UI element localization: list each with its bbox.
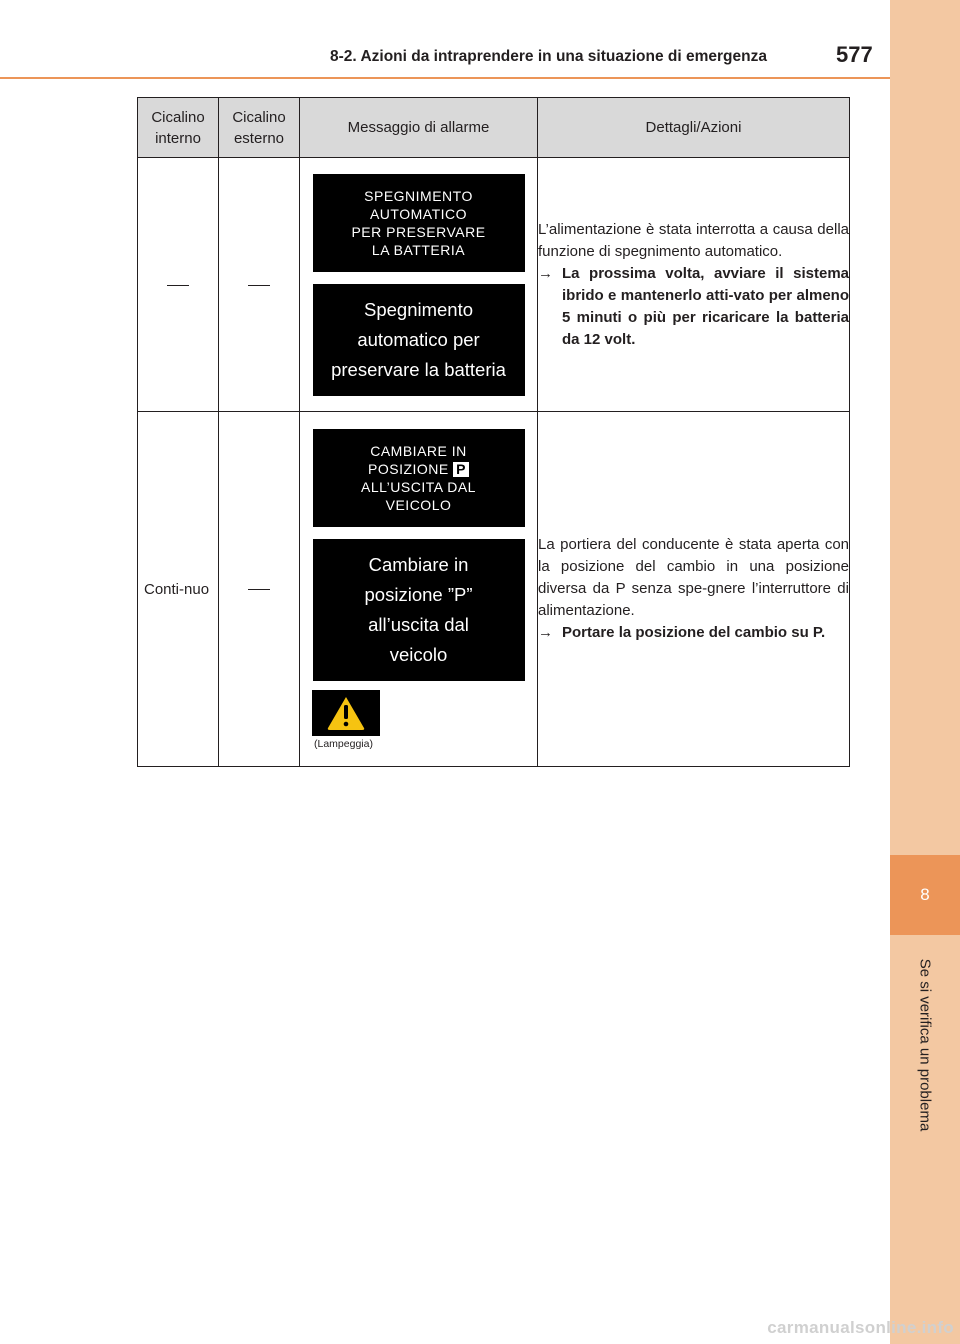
display-message-uppercase [313, 174, 525, 272]
table-row [138, 158, 850, 412]
header-details-actions: Dettagli/Azioni [538, 98, 850, 158]
display-line: PER PRESERVARE [351, 223, 486, 240]
header-internal-buzzer: Cicalino interno [138, 98, 219, 158]
display-line: preservare la batteria [331, 358, 506, 380]
display-message-mixedcase [313, 539, 525, 681]
warning-triangle-icon [312, 690, 380, 736]
details-text: L’alimentazione è stata interrotta a causa della funzione di spegnimento automatico. [538, 220, 849, 260]
dash-none [248, 285, 270, 286]
details-text: La portiera del conducente è stata aperta con la posizione del cambio in una posizione diversa da P senza spe-gnere l’interruttore di alimentazione. [538, 536, 849, 619]
display-line: automatico per [357, 328, 480, 350]
details-cell [538, 158, 850, 412]
display-line-text: POSIZIONE [368, 460, 449, 477]
action-instruction [538, 622, 849, 644]
arrow-right-icon: → [538, 264, 553, 282]
internal-buzzer-cell [138, 158, 219, 412]
chapter-label: Se si verifica un problema [916, 958, 934, 1132]
display-line: all’uscita dal [368, 613, 469, 635]
chapter-number-tab [890, 855, 960, 935]
message-cell [300, 158, 538, 412]
table-header-row [138, 98, 850, 158]
warning-caption: (Lampeggia) [314, 737, 373, 750]
header-warning-message: Messaggio di allarme [300, 98, 538, 158]
page-number: 577 [836, 42, 873, 67]
watermark: carmanualsonline.info [767, 1318, 954, 1337]
action-instruction [538, 263, 849, 351]
external-buzzer-cell [219, 158, 300, 412]
internal-buzzer-cell [138, 412, 219, 767]
display-line: CAMBIARE IN [370, 442, 467, 459]
display-message-mixedcase [313, 284, 525, 396]
dash-none [167, 285, 189, 286]
buzzer-continuous: Conti-nuo [144, 580, 210, 598]
display-line: Cambiare in [368, 553, 469, 575]
display-line: VEICOLO [385, 496, 452, 513]
warning-messages-table [137, 97, 850, 767]
display-line [368, 460, 469, 478]
display-line: veicolo [389, 643, 448, 665]
header-external-buzzer: Cicalino esterno [219, 98, 300, 158]
action-text: Portare la posizione del cambio su P. [562, 624, 826, 641]
display-line: Spegnimento [363, 298, 474, 320]
display-line: posizione ”P” [364, 583, 473, 605]
chapter-number: 8 [920, 885, 930, 904]
display-line: LA BATTERIA [371, 241, 466, 258]
dash-none [248, 589, 270, 590]
section-title: 8-2. Azioni da intraprendere in una situazione di emergenza [330, 48, 767, 65]
external-buzzer-cell [219, 412, 300, 767]
display-message-uppercase [313, 429, 525, 527]
header-rule [0, 77, 890, 79]
display-line: AUTOMATICO [369, 205, 468, 222]
action-text: La prossima volta, avviare il sistema ibrido e mantenerlo atti-vato per almeno 5 minuti o più per ricaricare la batteria da 12 volt. [562, 264, 849, 348]
arrow-right-icon: → [538, 624, 553, 641]
chapter-sidebar [890, 0, 960, 1344]
table-row [138, 412, 850, 767]
display-line: ALL’USCITA DAL [361, 478, 476, 495]
details-cell [538, 412, 850, 767]
display-line: SPEGNIMENTO [364, 187, 473, 204]
p-position-icon: P [453, 462, 469, 477]
message-cell [300, 412, 538, 767]
